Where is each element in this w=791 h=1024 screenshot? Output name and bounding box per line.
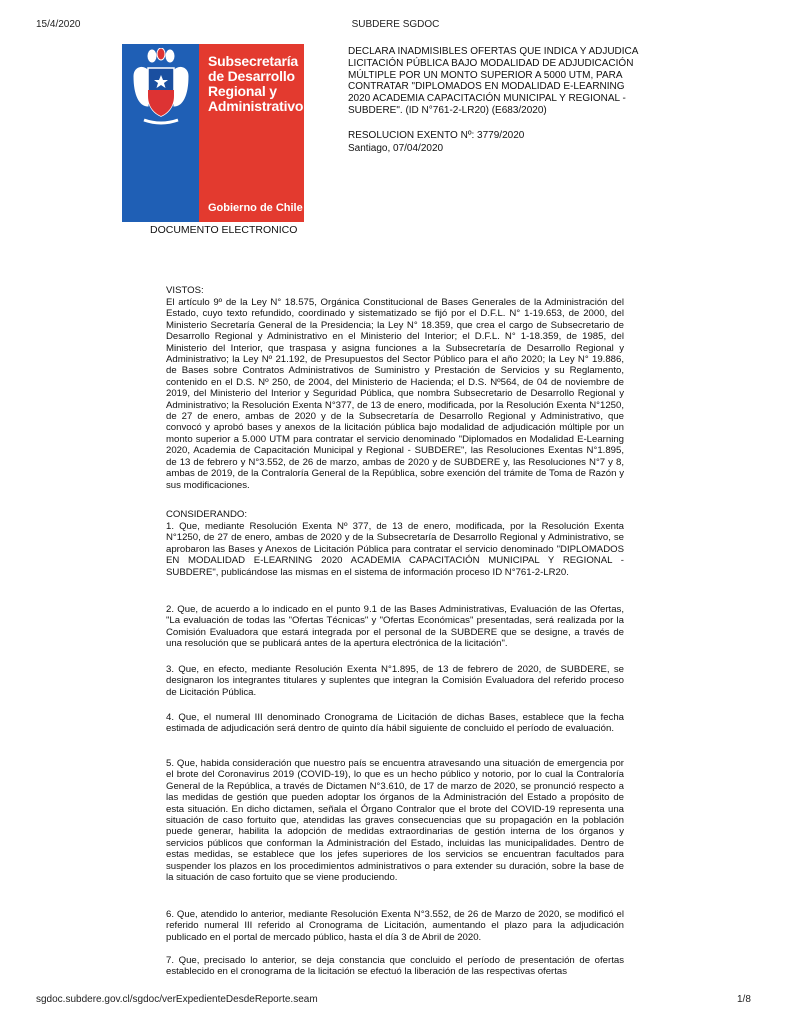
logo-gobierno-de-chile: Gobierno de Chile (208, 202, 303, 214)
print-date: 15/4/2020 (36, 19, 81, 30)
considerando-item-2: 2. Que, de acuerdo a lo indicado en el punto 9.1 de las Bases Administrativas, Evaluación de las Ofertas, "La evaluación de todas las "Ofertas Técnicas" y "Ofertas Económicas" presentadas, será realizada por la Comisión Evaluadora que estará integrada por el personal de la SUBDERE que se designe, a través de una resolución que se publicará antes de la apertura electrónica de la licitación". (166, 604, 624, 650)
considerando-heading: CONSIDERANDO: (166, 509, 248, 520)
logo-text-line-3: Regional y (208, 83, 277, 99)
vistos-paragraph: El artículo 9º de la Ley N° 18.575, Orgánica Constitucional de Bases Generales de la Administración del Estado, cuyo texto refundido, coordinado y sistematizado se fijó por el D.F.L. N° 1-19.653, de 2000, del Ministerio Secretaría General de la Presidencia; la Ley N° 18.359, que crea el cargo de Subsecretario de Desarrollo Regional y Administrativo en el Ministerio del Interior; el D.F.L. N° 1-18.359, de 1985, del Ministerio del Interior, que traspasa y asigna funciones a la Subsecretaría de Desarrollo Regional y Administrativo; la Ley Nº 21.192, de Presupuestos del Sector Público para el año 2020; la Ley N° 19.886, de Bases sobre Contratos Administrativos de Suministro y Prestación de Servicios y su Reglamento, contenido en el D.S. Nº 250, de 2004, del Ministerio de Hacienda; el D.S. Nº564, de 04 de noviembre de 2019, del Ministerio del Interior y Seguridad Pública, que nombra Subsecretario de Desarrollo Regional y Administrativo; la Resolución Exenta N°377, de 13 de enero, modificada, por la Resolución Exenta N°1250, de 27 de enero, ambas de 2020 y de la Subsecretaría de Desarrollo Regional y Administrativo, que convocó y aprobó bases y anexos de la licitación pública bajo modalidad de adjudicación múltiple por un monto superior a 5.000 UTM para contratar el servicio denominado "Diplomados en Modalidad E-Learning 2020, Academia de Capacitación Municipal y Regional - SUBDERE", las Resoluciones Exentas N°1.895, de 13 de febrero y N°3.552, de 26 de marzo, ambas de 2020 y de SUBDERE y, las Resoluciones N°7 y 8, ambas de 2019, de la Contraloría General de la República, sobre exención del trámite de Toma de Razón y sus modificaciones. (166, 297, 624, 491)
document-type-label: DOCUMENTO ELECTRONICO (150, 224, 298, 236)
page-number: 1/8 (737, 994, 751, 1005)
logo-text-line-4: Administrativo (208, 98, 304, 114)
resolution-title: DECLARA INADMISIBLES OFERTAS QUE INDICA Y ADJUDICA LICITACIÓN PÚBLICA BAJO MODALIDAD DE ADJUDICACIÓN MÚLTIPLE POR UN MONTO SUPERIOR A 5000 UTM, PARA CONTRATAR "DIPLOMADOS EN MODALIDAD E-LEARNING 2020 ACADEMIA CAPACITACIÓN MUNICIPAL Y REGIONAL - SUBDERE". (ID N°761-2-LR20) (E683/2020) (348, 46, 638, 116)
resolution-place-date: Santiago, 07/04/2020 (348, 143, 444, 154)
considerando-item-3: 3. Que, en efecto, mediante Resolución Exenta N°1.895, de 13 de febrero de 2020, de SUBDERE, se designaron los integrantes titulares y suplentes que integran la Comisión Evaluadora del referido proceso de Licitación Pública. (166, 664, 624, 698)
logo-text-line-2: de Desarrollo (208, 68, 295, 84)
app-title: SUBDERE SGDOC (351, 19, 440, 30)
considerando-item-4: 4. Que, el numeral III denominado Cronograma de Licitación de dichas Bases, establece que la fecha estimada de adjudicación será dentro de quinto día hábil siguiente de concluido el período de evaluación. (166, 712, 624, 735)
considerando-item-5: 5. Que, habida consideración que nuestro país se encuentra atravesando una situación de emergencia por el brote del Coronavirus 2019 (COVID-19), lo que es un hecho público y notorio, por lo cual la Contraloría General de la República, a través de Dictamen N°3.610, de 17 de marzo de 2020, se pronunció respecto a las medidas de gestión que pueden adoptar los órganos de la Administración del Estado a propósito de esta situación. En dicho dictamen, señala el Órgano Contralor que el brote del COVID-19 representa una situación de caso fortuito que, atendidas las graves consecuencias que su propagación en la población puede generar, habilita la adopción de medidas extraordinarias de gestión interna de los órganos y servicios públicos que conforman la Administración del Estado, incluidas las municipalidades. Dentro de estas medidas, se establece que los jefes superiores de los servicios se encuentran facultados para suspender los plazos en los procedimientos administrativos o para extender su duración, sobre la base de la situación de caso fortuito que se viene produciendo. (166, 758, 624, 884)
footer-url: sgdoc.subdere.gov.cl/sgdoc/verExpedienteDesdeReporte.seam (36, 994, 318, 1005)
considerando-item-7: 7. Que, precisado lo anterior, se deja constancia que concluido el período de presentación de ofertas establecido en el cronograma de la licitación se efectuó la liberación de las respectivas ofertas (166, 955, 624, 978)
considerando-item-6: 6. Que, atendido lo anterior, mediante Resolución Exenta N°3.552, de 26 de Marzo de 2020, se modificó el referido numeral III referido al Cronograma de Licitación, aumentando el plazo para la adjudicación publicado en el portal de mercado público, hasta el día 3 de Abril de 2020. (166, 909, 624, 943)
resolution-number: RESOLUCION EXENTO Nº: 3779/2020 (348, 130, 525, 141)
logo-text-line-1: Subsecretaría (208, 53, 299, 69)
coat-of-arms-icon (126, 48, 196, 130)
vistos-heading: VISTOS: (166, 285, 204, 296)
considerando-item-1: 1. Que, mediante Resolución Exenta Nº 377, de 13 de enero, modificada, por la Resolución Exenta N°1250, de 27 de enero, ambas de 2020 y de la Subsecretaría de Desarrollo Regional y Administrativo, se aprobaron las Bases y Anexos de Licitación Pública para contratar el servicio denominado "DIPLOMADOS EN MODALIDAD E-LEARNING 2020 ACADEMIA CAPACITACIÓN MUNICIPAL Y REGIONAL - SUBDERE", publicándose las mismas en el sistema de información proceso ID N°761-2-LR20. (166, 521, 624, 578)
subdere-logo (122, 44, 304, 222)
